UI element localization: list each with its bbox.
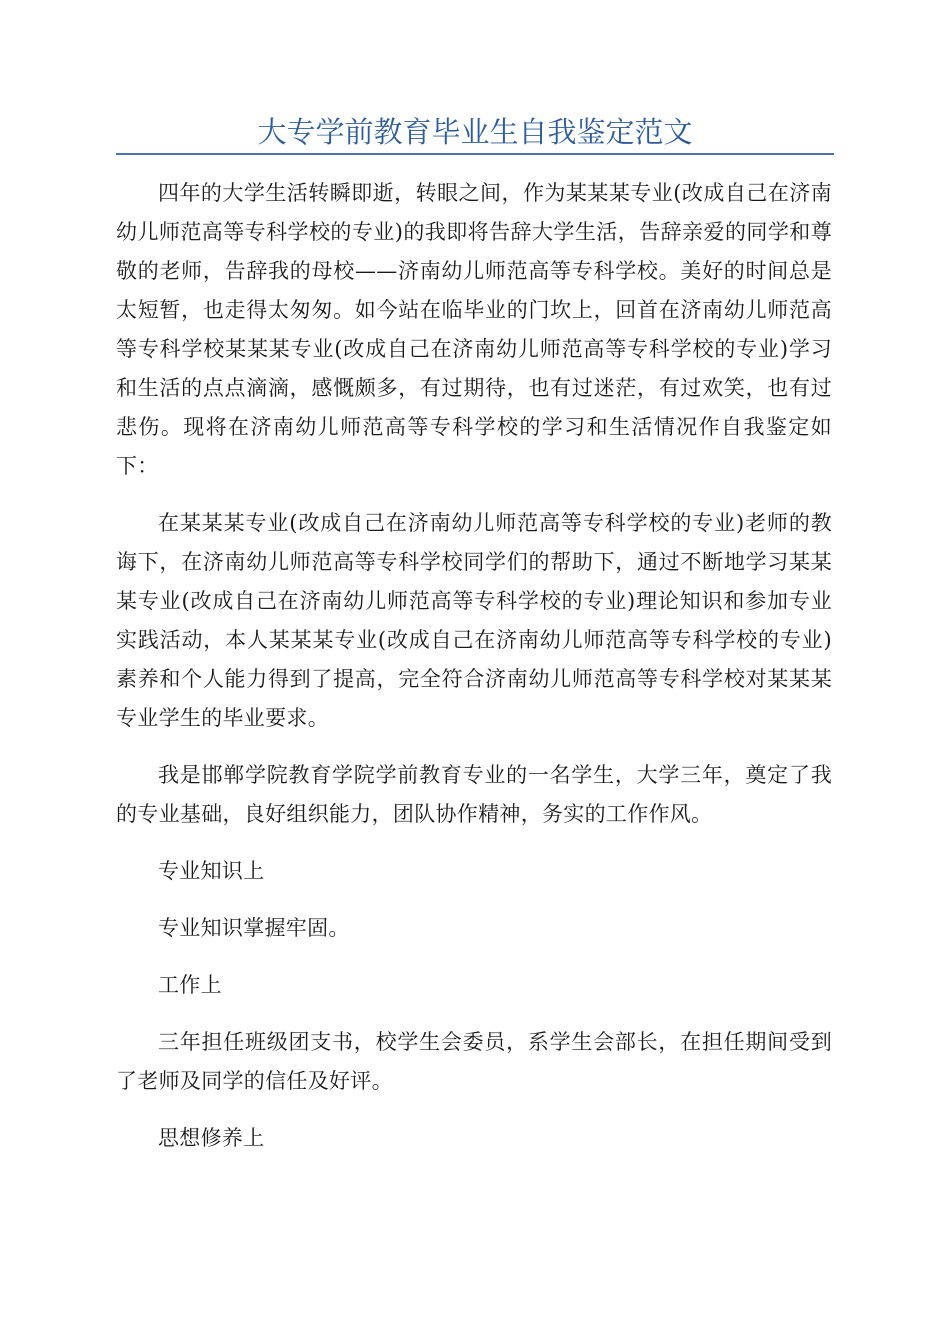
heading-work: 工作上: [158, 973, 222, 997]
paragraph-intro: 四年的大学生活转瞬即逝，转眼之间，作为某某某专业(改成自己在济南幼儿师范高等专科学校的专业)的我即将告辞大学生活，告辞亲爱的同学和尊敬的老师，告辞我的母校——济南幼儿师范高等专科学校。美好的时间总是太短暂，也走得太匆匆。如今站在临毕业的门坎上，回首在济南幼儿师范高等专科学校某某某专业(改成自己在济南幼儿师范高等专科学校的专业)学习和生活的点点滴滴，感慨颇多，有过期待，也有过迷茫，有过欢笑，也有过悲伤。现将在济南幼儿师范高等专科学校的学习和生活情况作自我鉴定如下：: [116, 181, 832, 478]
paragraph-work: 三年担任班级团支书，校学生会委员，系学生会部长，在担任期间受到了老师及同学的信任及好评。: [116, 1030, 832, 1093]
document-body: [116, 174, 832, 1176]
heading-professional-knowledge: 专业知识上: [158, 859, 265, 883]
heading-ideology: 思想修养上: [158, 1126, 265, 1150]
title-underline: [116, 153, 834, 155]
paragraph-study: 在某某某专业(改成自己在济南幼儿师范高等专科学校的专业)老师的教诲下，在济南幼儿师范高等专科学校同学们的帮助下，通过不断地学习某某某专业(改成自己在济南幼儿师范高等专科学校的专业)理论知识和参加专业实践活动，本人某某某专业(改成自己在济南幼儿师范高等专科学校的专业)素养和个人能力得到了提高，完全符合济南幼儿师范高等专科学校对某某某专业学生的毕业要求。: [116, 511, 832, 730]
document-title: 大专学前教育毕业生自我鉴定范文: [257, 115, 693, 149]
paragraph-self-intro: 我是邯郸学院教育学院学前教育专业的一名学生，大学三年，奠定了我的专业基础，良好组织能力，团队协作精神，务实的工作作风。: [116, 763, 832, 826]
paragraph-professional-knowledge: 专业知识掌握牢固。: [158, 916, 350, 940]
